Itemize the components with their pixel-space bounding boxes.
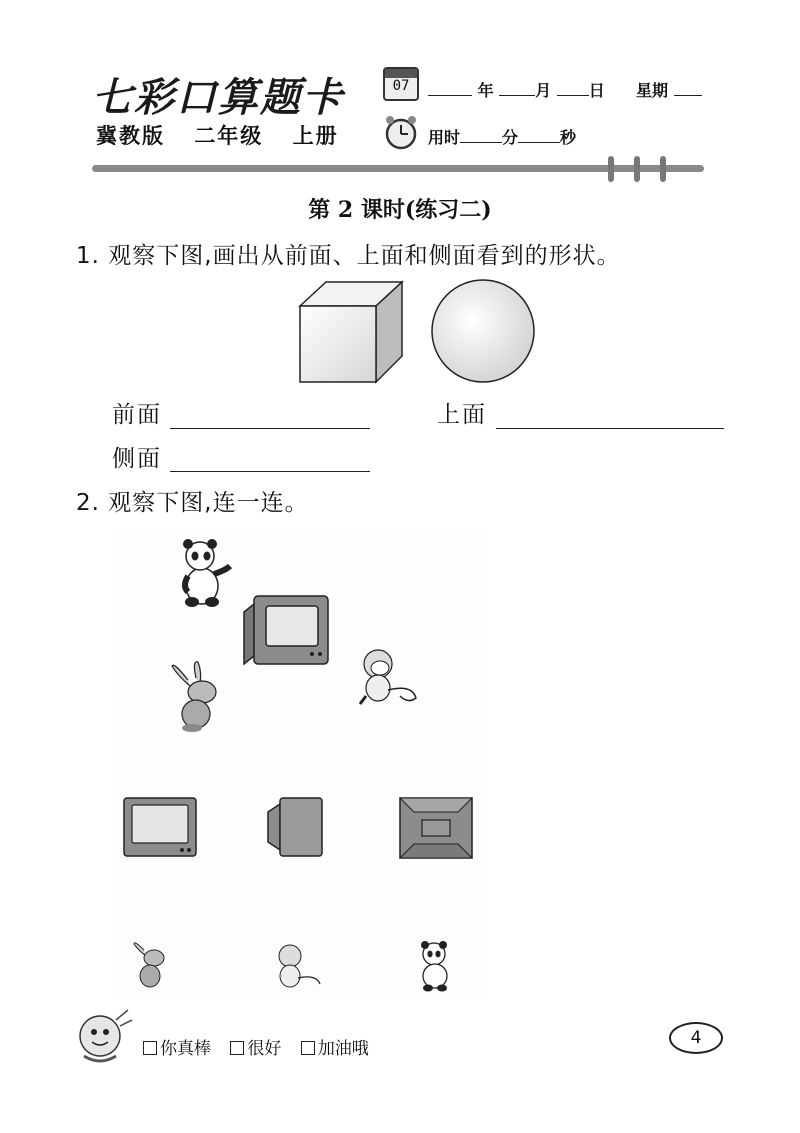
seconds-blank[interactable] (518, 129, 560, 143)
day-blank[interactable] (557, 82, 589, 96)
front-view-label: 前面 (112, 402, 162, 428)
time-fields (428, 125, 576, 148)
lesson-title: 第 2 课时(练习二) (308, 197, 492, 223)
weekday-blank[interactable] (674, 82, 702, 96)
grade-label: 二年级 (194, 124, 264, 148)
year-label: 年 (477, 81, 494, 100)
edition-info (96, 120, 359, 150)
front-view-answer-line[interactable] (170, 428, 370, 429)
minutes-blank[interactable] (460, 129, 502, 143)
weekday-label: 星期 (635, 81, 668, 100)
rating-good[interactable]: 很好 (230, 1034, 281, 1059)
matching-illustration (112, 528, 482, 998)
sphere-figure (430, 278, 536, 384)
side-view-answer-line[interactable] (170, 471, 370, 472)
binder-ring (634, 156, 640, 182)
question-2-text: 2. 观察下图,连一连。 (76, 490, 309, 516)
alarm-clock-icon (383, 114, 419, 150)
rating-keep-going[interactable]: 加油哦 (301, 1034, 369, 1059)
tv-top-view (400, 798, 472, 858)
month-label: 月 (535, 81, 552, 100)
brand-title: 七彩口算题卡 (92, 74, 344, 121)
cube-figure (298, 280, 404, 384)
volume-label: 上册 (292, 124, 339, 148)
year-blank[interactable] (428, 82, 472, 96)
checkbox-icon[interactable] (301, 1041, 315, 1055)
tv-front-view (124, 798, 196, 856)
checkbox-icon[interactable] (143, 1041, 157, 1055)
top-view-label: 上面 (437, 402, 487, 428)
mascot-icon (72, 1006, 136, 1068)
calendar-icon: 07 (383, 67, 419, 101)
page-number: 4 (669, 1022, 723, 1054)
checkbox-icon[interactable] (230, 1041, 244, 1055)
time-used-label: 用时 (428, 128, 461, 147)
tv-3d (244, 596, 328, 664)
self-rating (143, 1034, 383, 1059)
date-fields (428, 78, 702, 101)
rating-excellent[interactable]: 你真棒 (143, 1034, 211, 1059)
edition-label: 冀教版 (96, 124, 165, 148)
binder-ring (660, 156, 666, 182)
question-1-text: 1. 观察下图,画出从前面、上面和侧面看到的形状。 (76, 243, 621, 269)
side-view-label: 侧面 (112, 446, 162, 472)
seconds-label: 秒 (560, 128, 577, 147)
top-view-answer-line[interactable] (496, 428, 724, 429)
day-label: 日 (588, 81, 605, 100)
minutes-label: 分 (502, 128, 519, 147)
tv-side-view (268, 798, 322, 856)
binder-ring (608, 156, 614, 182)
month-blank[interactable] (499, 82, 535, 96)
